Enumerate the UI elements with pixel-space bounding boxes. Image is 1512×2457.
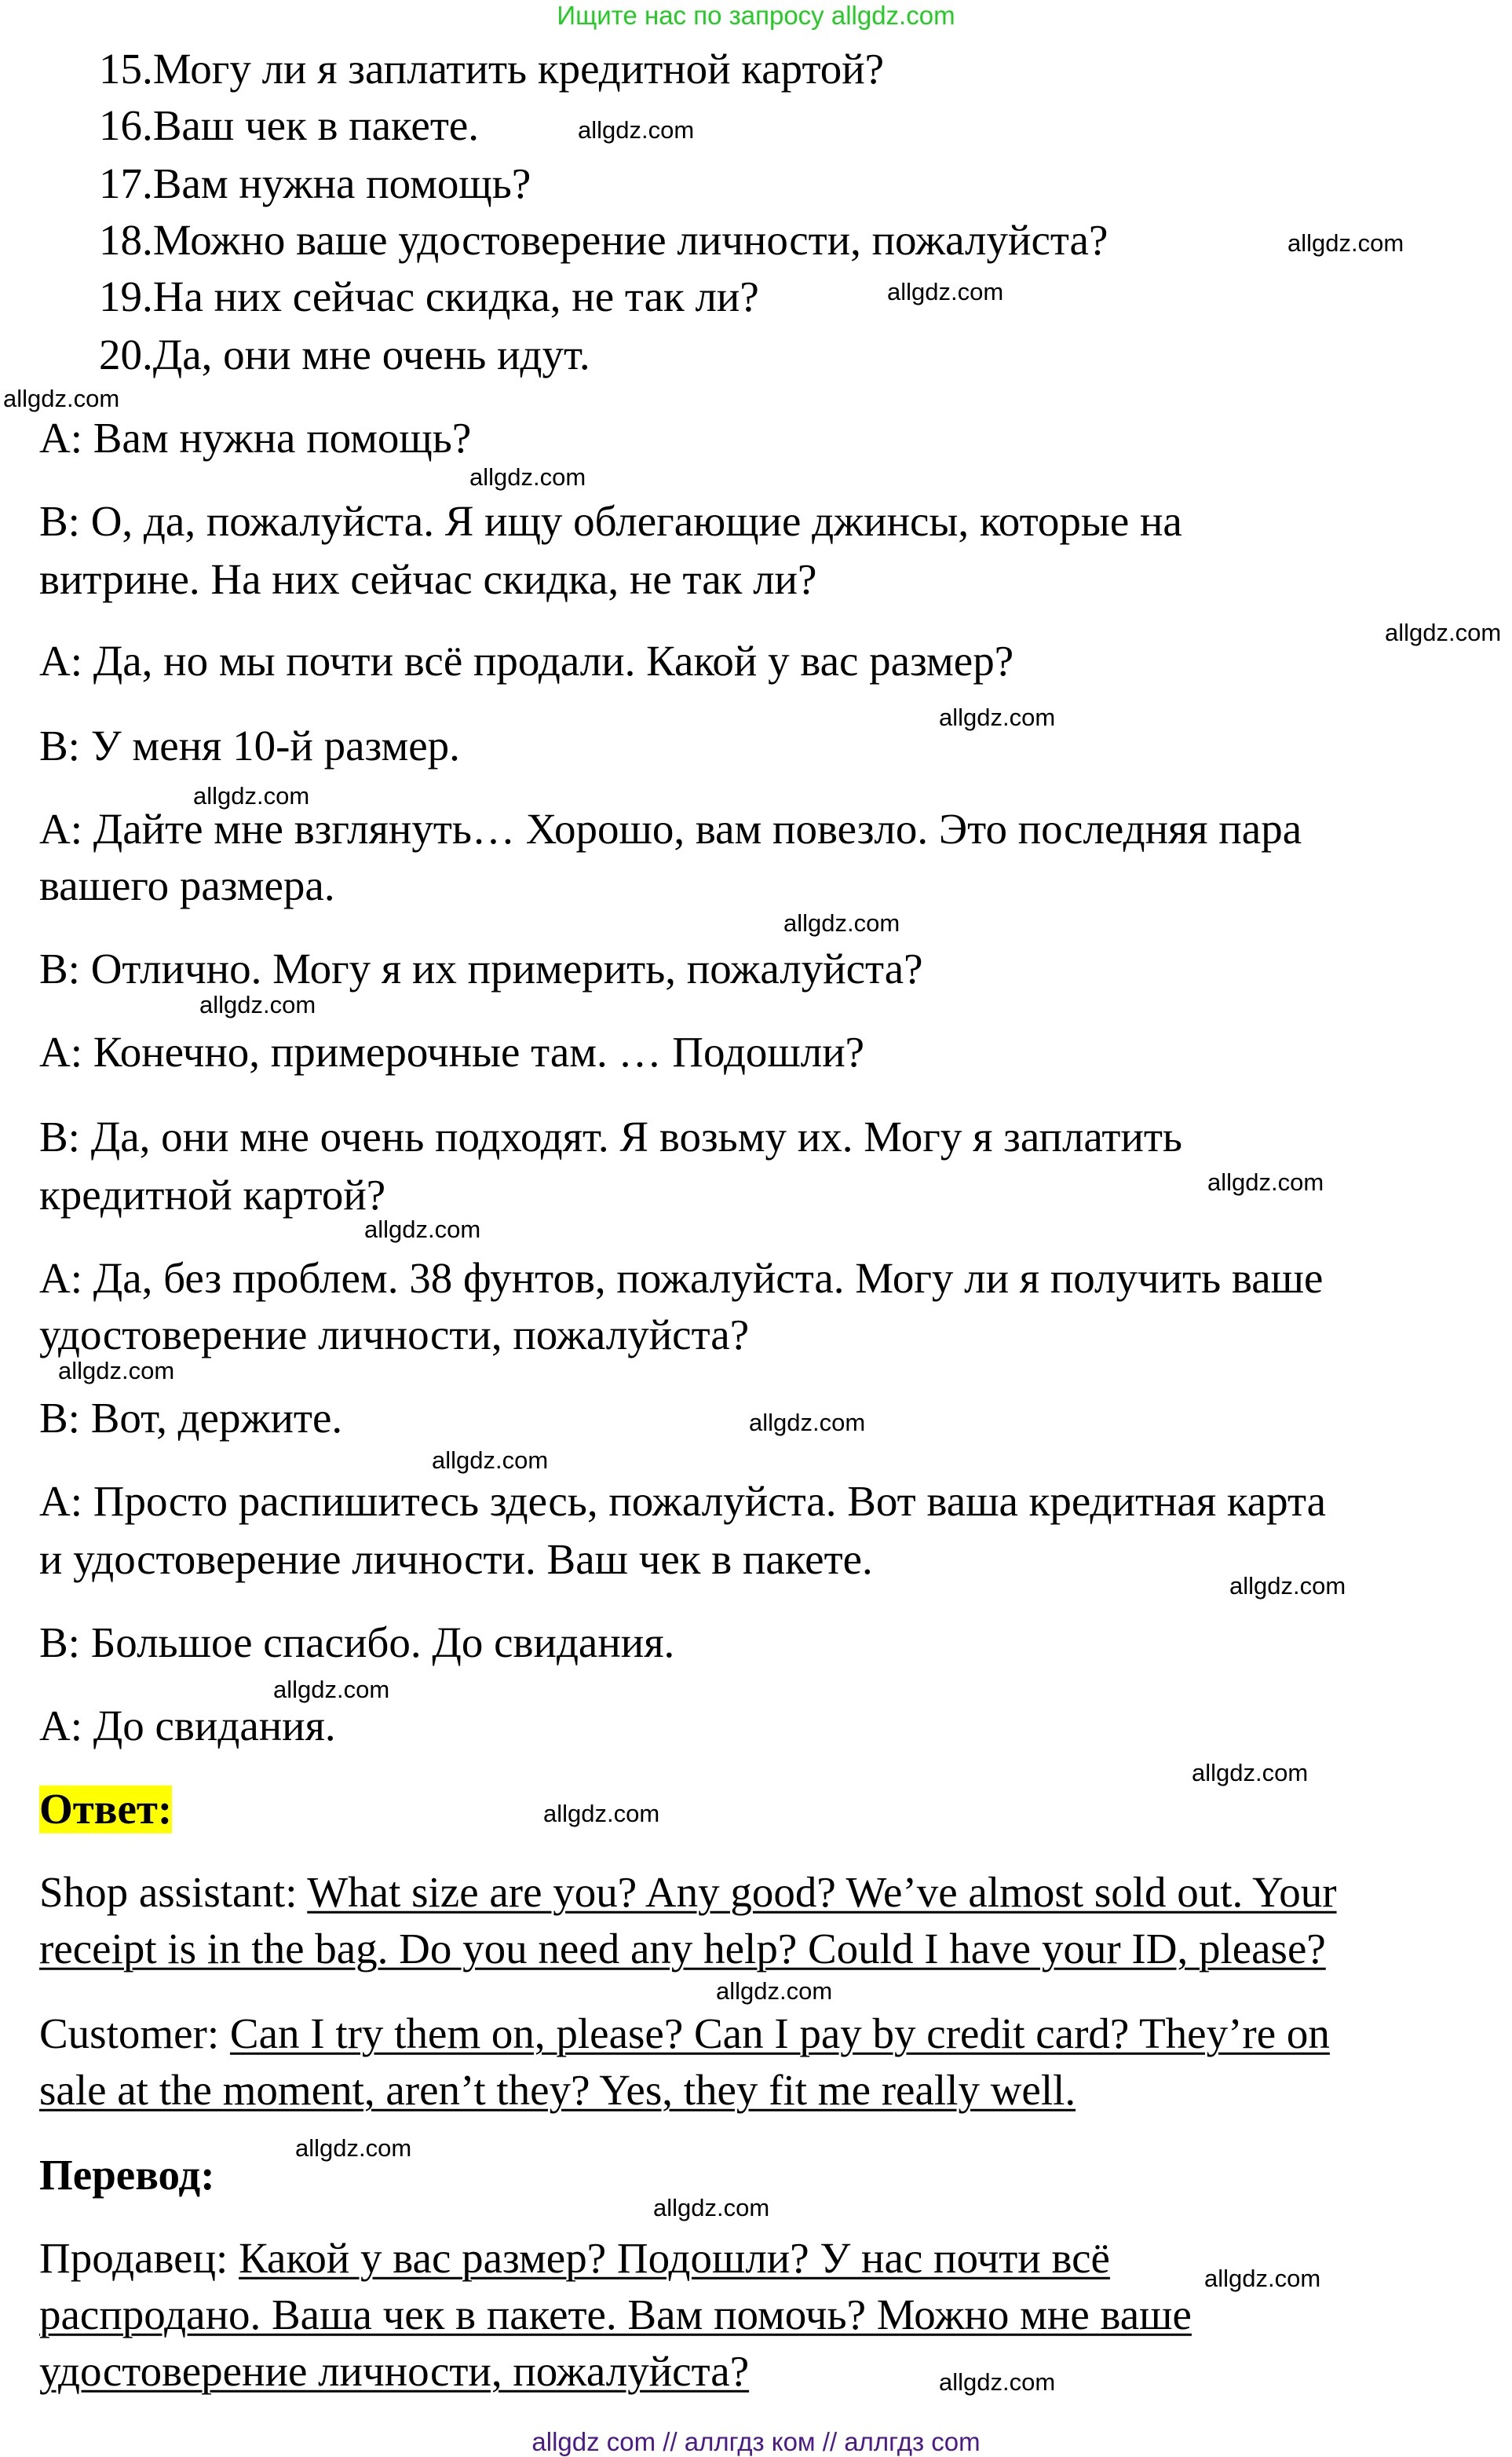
watermark: allgdz.com <box>543 1800 660 1827</box>
answer-customer-line <box>39 2010 1330 2058</box>
site-footer-banner: allgdz com // аллгдз ком // аллгдз com <box>531 2427 981 2456</box>
numbered-item: 19.На них сейчас скидка, не так ли? <box>99 272 759 320</box>
shop-assistant-label: Shop assistant: <box>39 1867 308 1916</box>
watermark: allgdz.com <box>58 1357 175 1384</box>
answer-heading: Ответ: <box>39 1784 173 1833</box>
watermark: allgdz.com <box>887 278 1004 305</box>
numbered-item: 20.Да, они мне очень идут. <box>99 330 590 378</box>
dialogue-line: А: Дайте мне взглянуть… Хорошо, вам повезло. Это последняя пара <box>39 804 1302 853</box>
watermark: allgdz.com <box>193 782 310 810</box>
watermark: allgdz.com <box>469 463 586 491</box>
dialogue-line: В: О, да, пожалуйста. Я ищу облегающие джинсы, которые на <box>39 496 1182 545</box>
dialogue-line: кредитной картой? <box>39 1170 386 1219</box>
seller-answer: распродано. Ваша чек в пакете. Вам помочь? Можно мне ваше <box>39 2290 1192 2338</box>
dialogue-line: А: Вам нужна помощь? <box>39 413 472 462</box>
dialogue-line: А: Просто распишитесь здесь, пожалуйста. Вот ваша кредитная карта <box>39 1476 1327 1525</box>
watermark: allgdz.com <box>1229 1572 1346 1600</box>
numbered-item: 16.Ваш чек в пакете. <box>99 101 480 149</box>
translation-heading: Перевод: <box>39 2150 215 2199</box>
customer-label: Customer: <box>39 2009 230 2057</box>
dialogue-line: В: Да, они мне очень подходят. Я возьму их. Могу я заплатить <box>39 1112 1182 1161</box>
dialogue-line: В: Отлично. Могу я их примерить, пожалуйста? <box>39 944 923 993</box>
seller-answer: Какой у вас размер? Подошли? У нас почти всё <box>239 2233 1110 2282</box>
site-header-banner: Ищите нас по запросу allgdz.com <box>557 1 955 30</box>
shop-assistant-answer: What size are you? Any good? We’ve almost sold out. Your <box>307 1867 1337 1916</box>
dialogue-line: витрине. На них сейчас скидка, не так ли? <box>39 554 817 603</box>
answer-shop-line <box>39 1869 1337 1917</box>
dialogue-line: В: Большое спасибо. До свидания. <box>39 1618 675 1666</box>
watermark: allgdz.com <box>1385 619 1502 646</box>
dialogue-line: вашего размера. <box>39 861 335 909</box>
watermark: allgdz.com <box>273 1676 390 1703</box>
dialogue-line: А: Конечно, примерочные там. … Подошли? <box>39 1027 865 1076</box>
translation-seller-line <box>39 2235 1110 2283</box>
watermark: allgdz.com <box>716 1977 833 2005</box>
numbered-item: 18.Можно ваше удостоверение личности, пожалуйста? <box>99 215 1108 264</box>
numbered-item: 17.Вам нужна помощь? <box>99 159 531 207</box>
seller-label: Продавец: <box>39 2233 239 2282</box>
seller-answer: удостоверение личности, пожалуйста? <box>39 2346 750 2395</box>
watermark: allgdz.com <box>1192 1759 1309 1786</box>
watermark: allgdz.com <box>364 1216 481 1243</box>
dialogue-line: А: Да, но мы почти всё продали. Какой у вас размер? <box>39 636 1014 685</box>
dialogue-line: В: Вот, держите. <box>39 1393 343 1442</box>
dialogue-line: А: До свидания. <box>39 1701 336 1750</box>
watermark: allgdz.com <box>653 2194 770 2221</box>
customer-answer: Can I try them on, please? Can I pay by credit card? They’re on <box>229 2009 1330 2057</box>
watermark: allgdz.com <box>749 1409 866 1436</box>
watermark: allgdz.com <box>1207 1168 1324 1196</box>
watermark: allgdz.com <box>783 909 900 937</box>
shop-assistant-answer: receipt is in the bag. Do you need any help? Could I have your ID, please? <box>39 1924 1326 1973</box>
dialogue-line: В: У меня 10-й размер. <box>39 721 460 770</box>
watermark: allgdz.com <box>3 385 120 412</box>
dialogue-line: и удостоверение личности. Ваш чек в пакете. <box>39 1534 873 1583</box>
watermark: allgdz.com <box>432 1446 549 1474</box>
dialogue-line: А: Да, без проблем. 38 фунтов, пожалуйста. Могу ли я получить ваше <box>39 1253 1324 1302</box>
dialogue-line: удостоверение личности, пожалуйста? <box>39 1310 750 1358</box>
watermark: allgdz.com <box>939 2368 1056 2396</box>
watermark: allgdz.com <box>1287 229 1404 257</box>
watermark: allgdz.com <box>578 116 695 144</box>
customer-answer: sale at the moment, aren’t they? Yes, they fit me really well. <box>39 2065 1076 2114</box>
watermark: allgdz.com <box>939 704 1056 731</box>
watermark: allgdz.com <box>199 991 316 1018</box>
watermark: allgdz.com <box>1204 2265 1321 2292</box>
watermark: allgdz.com <box>295 2134 412 2162</box>
numbered-item: 15.Могу ли я заплатить кредитной картой? <box>99 44 885 93</box>
